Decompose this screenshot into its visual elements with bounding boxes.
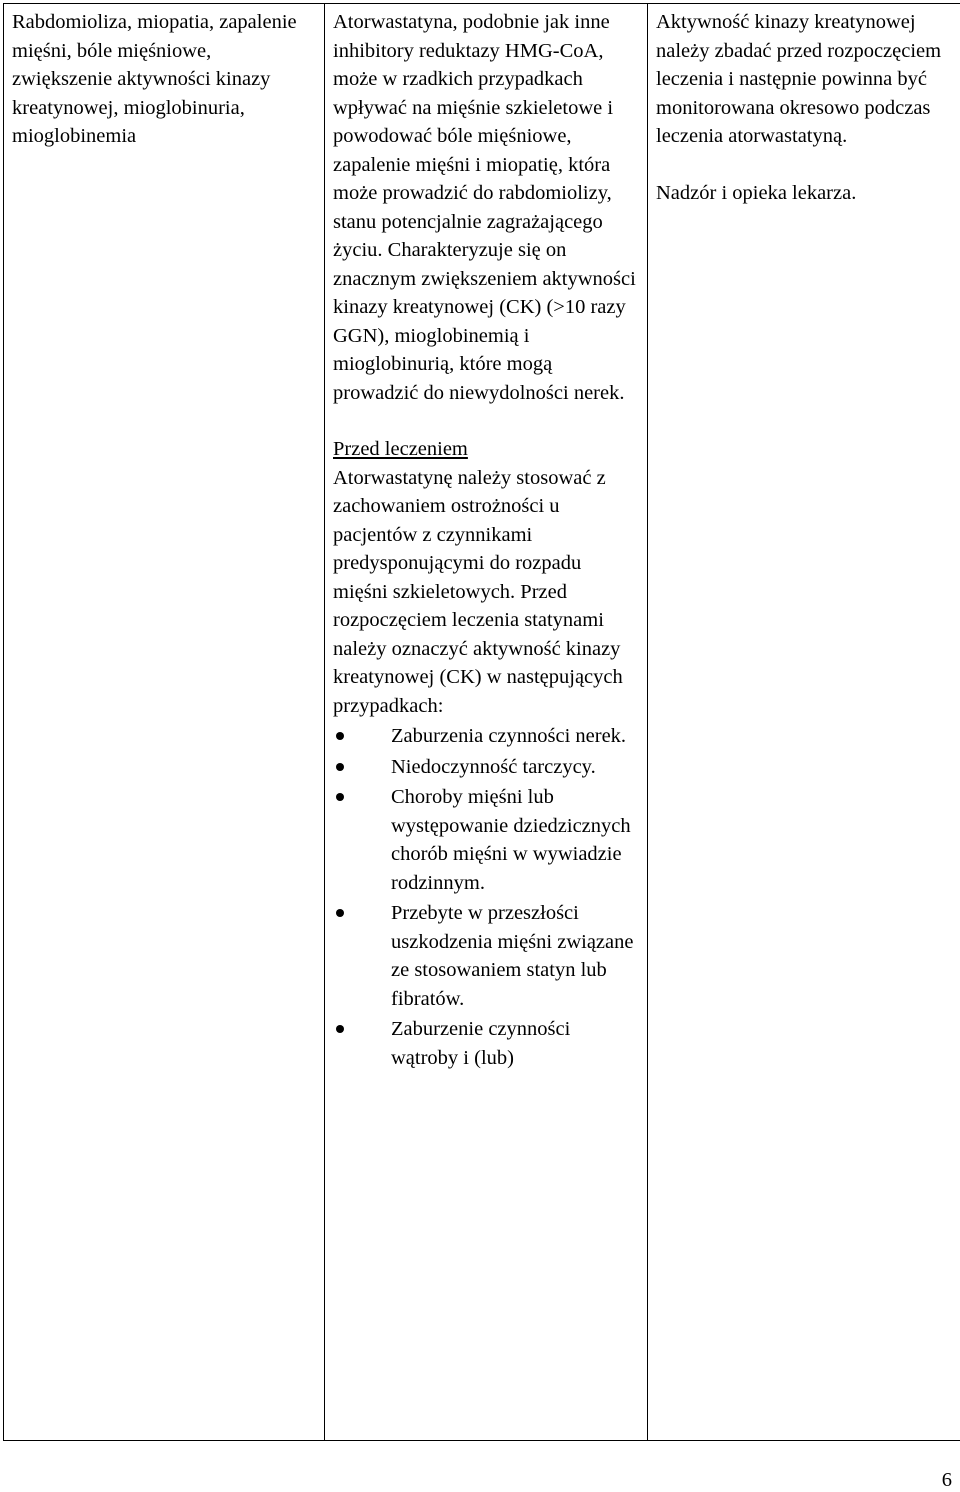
monitoring-text: Aktywność kinazy kreatynowej należy zbadać przed rozpoczęciem leczenia i następnie powinna być monitorowana okresowo podczas leczenia atorwastatyną. — [656, 11, 942, 147]
risk-factor-list — [333, 722, 639, 1072]
section-heading: Przed leczeniem — [333, 438, 468, 460]
list-item-text: Przebyte w przeszłości uszkodzenia mięśni związane ze stosowaniem statyn lub fibratów. — [391, 902, 634, 1010]
list-item — [333, 753, 639, 782]
monitoring-note: Nadzór i opieka lekarza. — [656, 181, 857, 204]
description-intro: Atorwastatyna, podobnie jak inne inhibitory reduktazy HMG-CoA, może w rzadkich przypadkach wpływać na mięśnie szkieletowe i powodować bóle mięśniowe, zapalenie mięśni i miopatię, która może prowadzić do rabdomiolizy, stanu potencjalnie zagrażającego życiu. Charakteryzuje się on znacznym zwiększeniem aktywności kinazy kreatynowej (CK) (>10 razy GGN), mioglobinemią i mioglobinurią, które mogą prowadzić do niewydolności nerek. — [333, 11, 636, 404]
adverse-effects-text: Rabdomioliza, miopatia, zapalenie mięśni, bóle mięśniowe, zwiększenie aktywności kinazy kreatynowej, mioglobinuria, mioglobinemia — [12, 11, 297, 147]
description-cell — [325, 4, 648, 1441]
list-item — [333, 899, 639, 1013]
table-row — [4, 4, 960, 1441]
page-number: 6 — [941, 1469, 952, 1491]
bullet-icon — [336, 732, 344, 740]
bullet-icon — [336, 793, 344, 801]
list-item-text: Zaburzenie czynności wątroby i (lub) — [391, 1018, 571, 1069]
list-item-text: Niedoczynność tarczycy. — [391, 755, 596, 778]
list-item — [333, 722, 639, 751]
bullet-icon — [336, 1025, 344, 1033]
bullet-icon — [336, 763, 344, 771]
list-item-text: Choroby mięśni lub występowanie dziedzicznych chorób mięśni w wywiadzie rodzinnym. — [391, 786, 631, 894]
bullet-icon — [336, 909, 344, 917]
adverse-effects-cell — [4, 4, 325, 1441]
list-item-text: Zaburzenia czynności nerek. — [391, 725, 627, 747]
content-table — [3, 3, 960, 1441]
list-item — [333, 1015, 639, 1072]
list-item — [333, 783, 639, 897]
section-text: Atorwastatynę należy stosować z zachowaniem ostrożności u pacjentów z czynnikami predysponującymi do rozpadu mięśni szkieletowych. Przed rozpoczęciem leczenia statynami należy oznaczyć aktywność kinazy kreatynowej (CK) w następujących przypadkach: — [333, 466, 623, 717]
monitoring-cell — [648, 4, 960, 1441]
